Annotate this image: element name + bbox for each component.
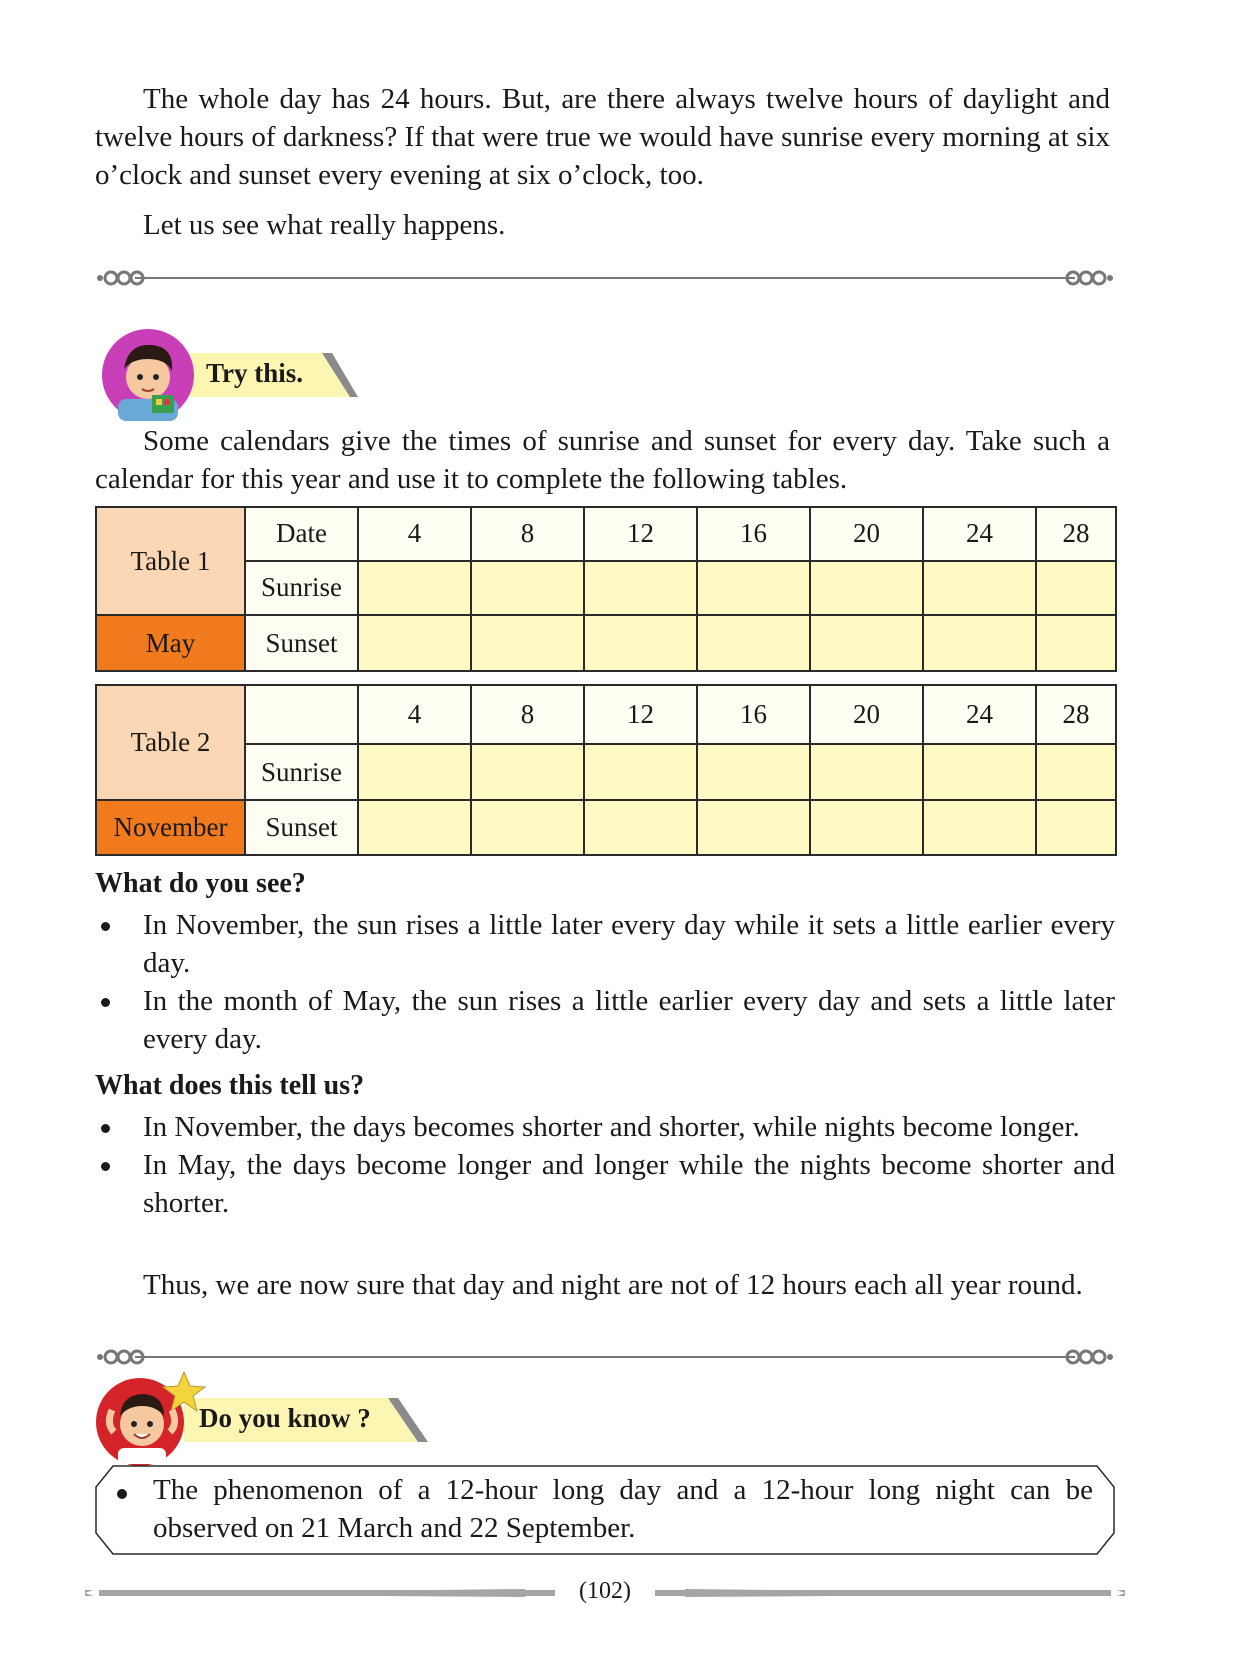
list-item xyxy=(95,906,1115,982)
page-number xyxy=(85,1576,1125,1606)
table-1-date: 12 xyxy=(584,507,697,561)
table-1-blank-cell[interactable] xyxy=(697,615,810,671)
page-footer xyxy=(85,1576,1125,1606)
table-2-date: 20 xyxy=(810,685,923,744)
table-2-blank-cell[interactable] xyxy=(1036,800,1116,855)
table-1-date-label: Date xyxy=(245,507,358,561)
table-1-blank-cell[interactable] xyxy=(923,615,1036,671)
table-1-month: May xyxy=(96,615,245,671)
table-1-date: 16 xyxy=(697,507,810,561)
table-1-date: 8 xyxy=(471,507,584,561)
table-2-date: 4 xyxy=(358,685,471,744)
do-you-know-label: Do you know ? xyxy=(199,1403,371,1433)
table-2-blank-cell[interactable] xyxy=(697,800,810,855)
table-1-blank-cell[interactable] xyxy=(697,561,810,616)
section-divider xyxy=(95,268,1115,288)
table-1 xyxy=(95,506,1117,672)
table-2-sunset-label: Sunset xyxy=(245,800,358,855)
section-divider xyxy=(95,1347,1115,1367)
table-2-blank-cell[interactable] xyxy=(923,744,1036,800)
list-item xyxy=(95,1108,1115,1146)
bullet-icon xyxy=(101,922,110,931)
list-item-text: In November, the sun rises a little later every day while it sets a little earlier every day. xyxy=(143,909,1115,979)
table-2-date-label xyxy=(245,685,358,744)
table-2-blank-cell[interactable] xyxy=(471,744,584,800)
do-you-know-box xyxy=(95,1465,1115,1555)
bullet-icon xyxy=(101,998,110,1007)
table-1-date: 20 xyxy=(810,507,923,561)
table-1-blank-cell[interactable] xyxy=(1036,561,1116,616)
do-you-know-text: The phenomenon of a 12-hour long day and a 12-hour long night can be observed on 21 March and 22 September. xyxy=(153,1474,1093,1544)
bullet-icon xyxy=(101,1162,110,1171)
table-2-name: Table 2 xyxy=(96,685,245,800)
what-tell-list xyxy=(95,1108,1115,1222)
table-1-date: 4 xyxy=(358,507,471,561)
try-this-badge xyxy=(100,325,360,425)
table-1-sunrise-label: Sunrise xyxy=(245,561,358,616)
list-item xyxy=(95,982,1115,1058)
intro-paragraph: The whole day has 24 hours. But, are there always twelve hours of daylight and twelve hours of darkness? If that were true we would have sunrise every morning at six o’clock and sunset every evening at six o’clock, too. xyxy=(95,83,1110,191)
table-1-blank-cell[interactable] xyxy=(358,561,471,616)
table-2-blank-cell[interactable] xyxy=(584,800,697,855)
bullet-icon xyxy=(101,1124,110,1133)
table-2 xyxy=(95,684,1117,856)
list-item-text: In November, the days becomes shorter and shorter, while nights become longer. xyxy=(143,1111,1080,1143)
table-2-blank-cell[interactable] xyxy=(923,800,1036,855)
table-1-blank-cell[interactable] xyxy=(810,615,923,671)
list-item-text: In the month of May, the sun rises a little earlier every day and sets a little later every day. xyxy=(143,985,1115,1055)
conclusion-paragraph: Thus, we are now sure that day and night are not of 12 hours each all year round. xyxy=(143,1269,1083,1301)
table-1-blank-cell[interactable] xyxy=(471,615,584,671)
table-1-blank-cell[interactable] xyxy=(584,561,697,616)
table-2-blank-cell[interactable] xyxy=(358,744,471,800)
try-this-text: Some calendars give the times of sunrise and sunset for every day. Take such a calendar for this year and use it to complete the following tables. xyxy=(95,425,1110,495)
table-2-date: 28 xyxy=(1036,685,1116,744)
table-1-blank-cell[interactable] xyxy=(471,561,584,616)
what-see-heading: What do you see? xyxy=(95,868,306,899)
table-1-name: Table 1 xyxy=(96,507,245,615)
table-2-blank-cell[interactable] xyxy=(810,800,923,855)
intro-paragraph-2: Let us see what really happens. xyxy=(143,209,506,241)
table-1-sunset-label: Sunset xyxy=(245,615,358,671)
table-2-blank-cell[interactable] xyxy=(584,744,697,800)
bullet-icon xyxy=(117,1489,127,1499)
page-number-text: (102) xyxy=(573,1578,637,1604)
do-you-know-badge xyxy=(92,1370,432,1470)
table-2-blank-cell[interactable] xyxy=(1036,744,1116,800)
table-2-blank-cell[interactable] xyxy=(358,800,471,855)
table-2-month: November xyxy=(96,800,245,855)
list-item xyxy=(95,1146,1115,1222)
list-item-text: In May, the days become longer and longer while the nights become shorter and shorter. xyxy=(143,1149,1115,1219)
table-2-sunrise-label: Sunrise xyxy=(245,744,358,800)
table-1-blank-cell[interactable] xyxy=(923,561,1036,616)
table-1-blank-cell[interactable] xyxy=(584,615,697,671)
what-tell-heading: What does this tell us? xyxy=(95,1070,365,1101)
table-2-date: 12 xyxy=(584,685,697,744)
table-1-blank-cell[interactable] xyxy=(810,561,923,616)
table-2-date: 8 xyxy=(471,685,584,744)
table-1-date: 28 xyxy=(1036,507,1116,561)
table-1-blank-cell[interactable] xyxy=(358,615,471,671)
table-2-blank-cell[interactable] xyxy=(697,744,810,800)
table-1-date: 24 xyxy=(923,507,1036,561)
table-2-blank-cell[interactable] xyxy=(471,800,584,855)
table-2-blank-cell[interactable] xyxy=(810,744,923,800)
table-2-date: 24 xyxy=(923,685,1036,744)
table-1-blank-cell[interactable] xyxy=(1036,615,1116,671)
what-see-list xyxy=(95,906,1115,1058)
table-2-date: 16 xyxy=(697,685,810,744)
try-this-label: Try this. xyxy=(206,358,304,388)
